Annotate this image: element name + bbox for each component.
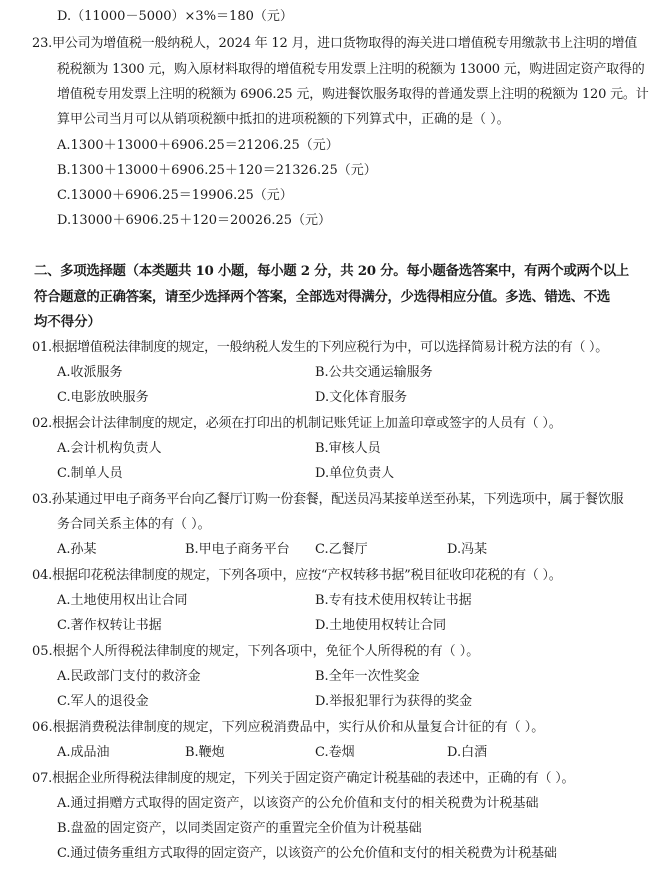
- question-stem: 01.根据增值税法律制度的规定，一般纳税人发生的下列应税行为中，可以选择简易计税方法的有（ ）。: [32, 340, 608, 355]
- question-stem-line: 算甲公司当月可以从销项税额中抵扣的进项税额的下列算式中，正确的是（ ）。: [57, 112, 510, 127]
- option-d: D.文化体育服务: [315, 390, 408, 405]
- option-b: B.盘盈的固定资产，以同类固定资产的重置完全价值为计税基础: [57, 821, 422, 836]
- option-b: B.全年一次性奖金: [315, 669, 420, 684]
- question-stem: 06.根据消费税法律制度的规定，下列应税消费品中，实行从价和从量复合计征的有（ ）。: [32, 720, 545, 735]
- option-a: A.孙某: [57, 542, 97, 557]
- question-stem-line: 23.甲公司为增值税一般纳税人，2024 年 12 月，进口货物取得的海关进口增值税专用缴款书上注明的增值: [32, 36, 638, 51]
- question-stem: 07.根据企业所得税法律制度的规定，下列关于固定资产确定计税基础的表述中，正确的有（ ）。: [32, 771, 575, 786]
- section-heading-line: 符合题意的正确答案，请至少选择两个答案，全部选对得满分，少选得相应分值。多选、错选、不选: [34, 289, 610, 305]
- option-d: D.冯某: [447, 542, 488, 557]
- option-b: B.专有技术使用权转让书据: [315, 593, 472, 608]
- option-a: A.收派服务: [57, 365, 123, 380]
- option-a: A.1300＋13000＋6906.25＝21206.25（元）: [57, 138, 339, 153]
- section-heading-line: 均不得分）: [34, 314, 101, 330]
- section-heading-line: 二、多项选择题（本类题共 10 小题，每小题 2 分，共 20 分。每小题备选答案中，有两个或两个以上: [34, 263, 629, 279]
- option-a: A.民政部门支付的救济金: [57, 669, 201, 684]
- option-d: D.白酒: [447, 745, 488, 760]
- option-c: C.军人的退役金: [57, 694, 149, 709]
- prev-option-d: D.（11000－5000）×3%＝180（元）: [57, 9, 293, 24]
- option-c: C.电影放映服务: [57, 390, 149, 405]
- option-b: B.鞭炮: [185, 745, 225, 760]
- question-stem: 05.根据个人所得税法律制度的规定，下列各项中，免征个人所得税的有（ ）。: [32, 644, 480, 659]
- option-a: A.会计机构负责人: [57, 441, 162, 456]
- option-b: B.甲电子商务平台: [185, 542, 290, 557]
- option-b: B.1300＋13000＋6906.25＋120＝21326.25（元）: [57, 163, 377, 178]
- option-c: C.卷烟: [315, 745, 355, 760]
- option-d: D.土地使用权转让合同: [315, 618, 447, 633]
- option-d: D.单位负责人: [315, 466, 395, 481]
- option-a: A.成品油: [57, 745, 110, 760]
- option-c: C.著作权转让书据: [57, 618, 162, 633]
- option-a: A.通过捐赠方式取得的固定资产，以该资产的公允价值和支付的相关税费为计税基础: [57, 796, 539, 811]
- option-c: C.乙餐厅: [315, 542, 368, 557]
- option-a: A.土地使用权出让合同: [57, 593, 188, 608]
- option-d: D.13000＋6906.25＋120＝20026.25（元）: [57, 213, 332, 228]
- question-stem-line: 增值税专用发票上注明的税额为 6906.25 元，购进餐饮服务取得的普通发票上注明的税额为 120 元。计: [57, 87, 649, 102]
- question-stem-line: 03.孙某通过甲电子商务平台向乙餐厅订购一份套餐，配送员冯某接单送至孙某，下列选项中，属于餐饮服: [32, 492, 624, 507]
- question-stem-line: 税税额为 1300 元，购入原材料取得的增值税专用发票上注明的税额为 13000 元，购进固定资产取得的: [57, 62, 645, 77]
- option-c: C.制单人员: [57, 466, 123, 481]
- option-c: C.13000＋6906.25＝19906.25（元）: [57, 188, 293, 203]
- question-stem: 02.根据会计法律制度的规定，必须在打印出的机制记账凭证上加盖印章或签字的人员有（ ）。: [32, 416, 562, 431]
- question-stem-line: 务合同关系主体的有（ ）。: [57, 517, 211, 532]
- option-b: B.公共交通运输服务: [315, 365, 433, 380]
- question-stem: 04.根据印花税法律制度的规定，下列各项中，应按“产权转移书据”税目征收印花税的有（ ）。: [32, 568, 562, 583]
- option-d: D.举报犯罪行为获得的奖金: [315, 694, 473, 709]
- option-b: B.审核人员: [315, 441, 381, 456]
- option-c: C.通过债务重组方式取得的固定资产，以该资产的公允价值和支付的相关税费为计税基础: [57, 846, 557, 861]
